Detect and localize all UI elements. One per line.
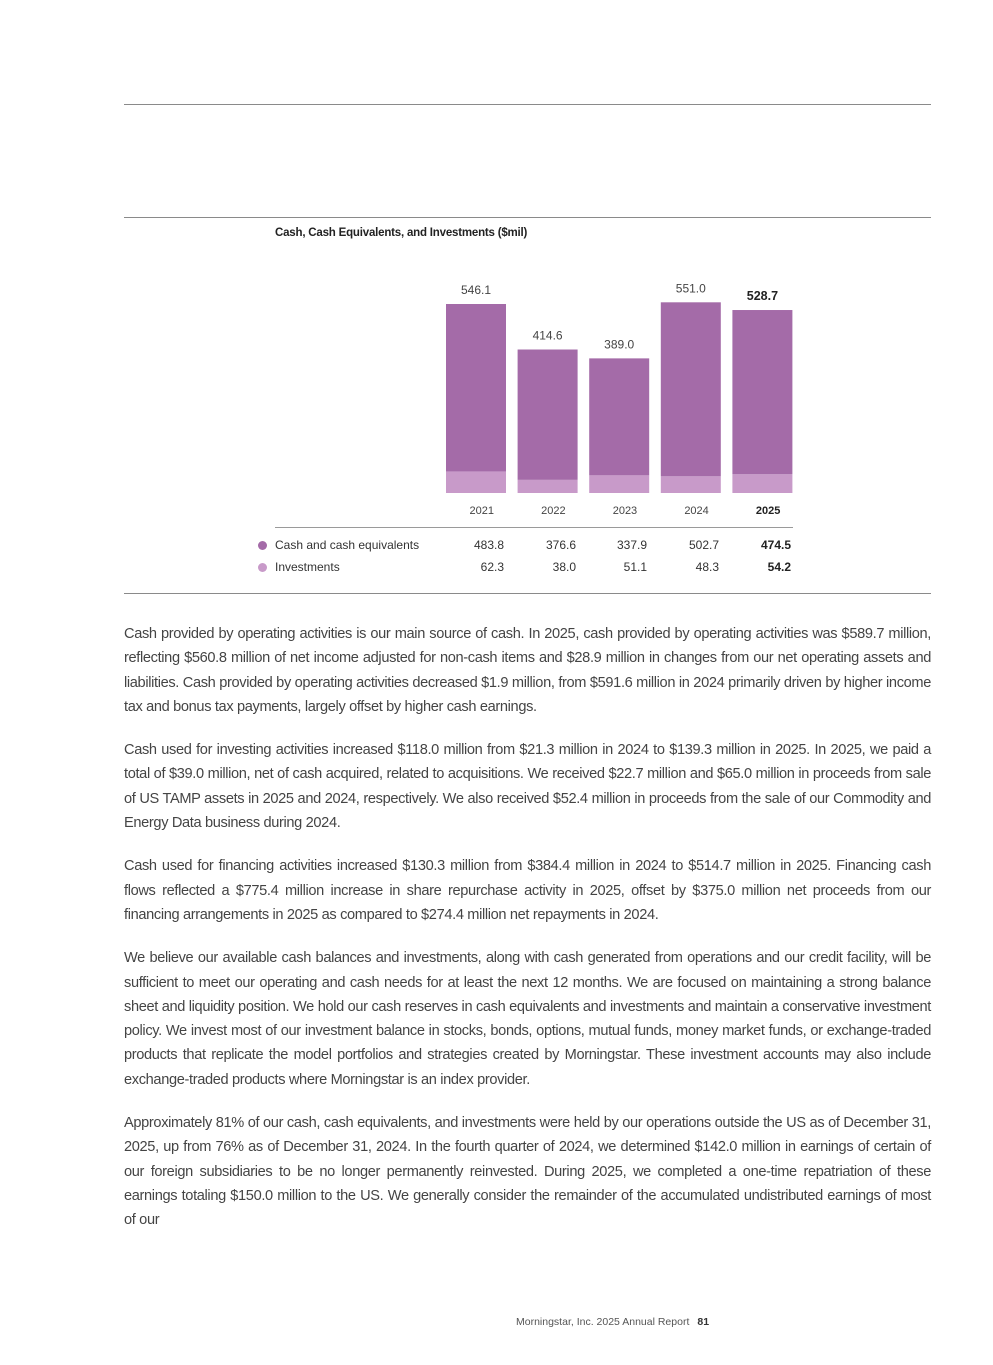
cash-legend-dot [258,541,267,550]
total-label-2022: 414.6 [532,328,563,343]
bar-investments-2021 [446,471,506,493]
category-label-2022: 2022 [541,505,566,517]
bar-cash-2024 [661,302,721,476]
page-footer [516,1316,709,1328]
category-label-2024: 2024 [684,505,709,517]
bar-investments-2022 [518,480,578,493]
bar-cash-2025 [732,310,792,474]
cash-value-2024: 502.7 [688,538,719,552]
cash-value-2025: 474.5 [760,538,791,552]
chart-bottom-rule [124,593,931,594]
chart-title: Cash, Cash Equivalents, and Investments ($mil) [275,227,528,239]
bar-investments-2025 [732,474,792,493]
category-label-2021: 2021 [469,505,494,517]
cash-value-2021: 483.8 [473,538,504,552]
bar-chart [0,0,993,600]
bar-cash-2021 [446,304,506,471]
investments-value-2022: 38.0 [552,560,576,574]
page-number: 81 [697,1316,710,1328]
bar-cash-2023 [589,358,649,475]
category-label-2025: 2025 [755,505,781,517]
investments-value-2023: 51.1 [623,560,647,574]
total-label-2024: 551.0 [675,281,706,296]
cash-value-2023: 337.9 [616,538,647,552]
investments-value-2021: 62.3 [480,560,504,574]
category-label-2023: 2023 [612,505,638,517]
investments-legend-dot [258,563,267,572]
bar-investments-2024 [661,476,721,493]
investments-legend-label: Investments [275,560,340,574]
total-label-2023: 389.0 [604,337,635,352]
investments-value-2024: 48.3 [695,560,719,574]
total-label-2021: 546.1 [460,283,492,297]
paragraph-operating-activities: Cash provided by operating activities is our main source of cash. In 2025, cash provided by operating activities was $589.7 million, reflecting $560.8 million of net income adjusted for non-cash items and $28.9 million in changes from our net operating assets and liabilities. Cash provided by operating activities decreased $1.9 million, from $591.6 million in 2024 primarily driven by higher income tax and bonus tax payments, largely offset by higher cash earnings. [124,626,931,715]
total-label-2025: 528.7 [746,289,779,304]
paragraph-financing-activities: Cash used for financing activities increased $130.3 million from $384.4 million in 2024 to $514.7 million in 2025. Financing cash flows reflected a $775.4 million increase in share repurchase activity in 2025, offset by $375.0 million net proceeds from our financing arrangements in 2025 as compared to $274.4 million net repayments in 2024. [124,858,931,923]
body-text [124,622,931,1252]
paragraph-foreign-cash: Approximately 81% of our cash, cash equivalents, and investments were held by our operations outside the US as of December 31, 2025, up from 76% as of December 31, 2024. In the fourth quarter of 2024, we determined $142.0 million in earnings of certain of our foreign subsidiaries to be no longer permanently reinvested. During 2025, we completed a one-time repatriation of these earnings totaling $150.0 million to the US. We generally consider the remainder of the accumulated undistributed earnings of most of our [124,1115,931,1229]
cash-legend-label: Cash and cash equivalents [275,538,420,552]
cash-value-2022: 376.6 [545,538,576,552]
paragraph-liquidity: We believe our available cash balances and investments, along with cash generated from operations and our credit facility, will be sufficient to meet our operating and cash needs for at least the next 12 months. We are focused on maintaining a strong balance sheet and liquidity position. We hold our cash reserves in cash equivalents and investments and maintain a conservative investment policy. We invest most of our investment balance in stocks, bonds, options, mutual funds, money market funds, or exchange-traded products that replicate the model portfolios and strategies created by Morningstar. These investment accounts may also include exchange-traded products where Morningstar is an index provider. [124,950,931,1088]
footer-report-name: Morningstar, Inc. 2025 Annual Report [516,1316,690,1328]
investments-value-2025: 54.2 [767,560,791,574]
paragraph-investing-activities: Cash used for investing activities increased $118.0 million from $21.3 million in 2024 to $139.3 million in 2025. In 2025, we paid a total of $39.0 million, net of cash acquired, related to acquisitions. We received $22.7 million and $65.0 million in proceeds from sale of US TAMP assets in 2025 and 2024, respectively. We also received $52.4 million in proceeds from the sale of our Commodity and Energy Data business during 2024. [124,742,931,832]
bar-cash-2022 [518,350,578,480]
bar-investments-2023 [589,475,649,493]
